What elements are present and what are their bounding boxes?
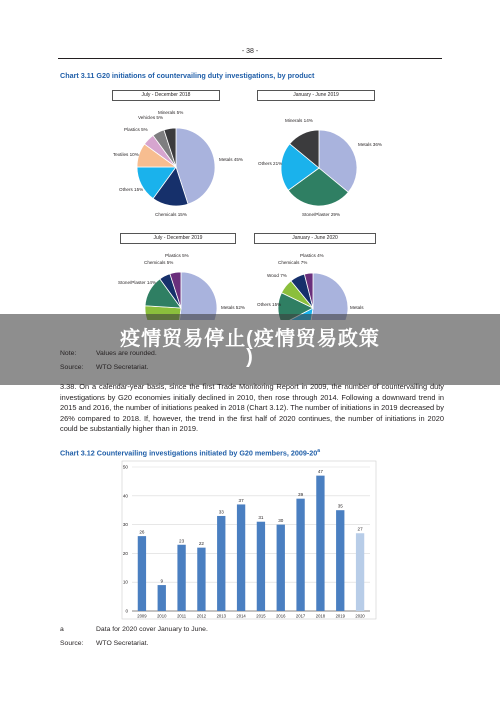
bar-value-label: 30 <box>278 518 284 524</box>
x-tick-label: 2013 <box>216 613 226 619</box>
pie-3-slice-metals <box>176 272 217 320</box>
bar-chart <box>0 455 500 635</box>
pie3-label-plastics: Plastics 5% <box>165 253 189 258</box>
footnote-a-value: Data for 2020 cover January to June. <box>96 626 208 633</box>
pie-charts <box>0 0 500 320</box>
pie1-label-chemicals: Chemicals 15% <box>155 212 187 217</box>
y-tick-label: 20 <box>122 550 128 556</box>
x-tick-label: 2016 <box>276 613 286 619</box>
chart-312-title-sup: a <box>317 448 321 454</box>
pie-chart-2 <box>281 130 357 206</box>
pie3-label-stone: Stone/Plaster 14% <box>118 280 157 285</box>
panel-3-period: July - December 2019 <box>120 233 236 244</box>
pie1-label-textiles: Textiles 10% <box>113 152 139 157</box>
pie4-label-chemicals: Chemicals 7% <box>278 260 308 265</box>
panel-2-period: January - June 2019 <box>257 90 375 101</box>
y-tick-label: 10 <box>122 579 128 585</box>
bar-value-label: 47 <box>317 469 323 475</box>
pie-chart-1 <box>137 128 215 206</box>
note-value: Values are rounded. <box>96 350 157 357</box>
pie2-label-others: Others 21% <box>258 161 283 166</box>
bar-value-label: 23 <box>179 538 185 544</box>
paragraph-3-38: 3.38. On a calendar-year basis, since the first Trade Monitoring Report in 2009, the number of countervailing duty investigations by G20 economies initially declined in 2010, then rose through 2014. Following a downward trend in 2015 and 2016, the number of initiations peaked in 2018 (Chart 3.12). The number of initiations in 2019 decreased by 26% compared to 2018. If, however, the trend in the first half of 2020 continues, the number of initiations in 2020 could be substantially higher than in 2019. <box>60 382 444 434</box>
bar-2011 <box>177 545 185 611</box>
x-tick-label: 2017 <box>295 613 306 619</box>
x-tick-label: 2011 <box>177 613 187 619</box>
pie4-label-wood: Wood 7% <box>267 273 287 278</box>
x-tick-label: 2014 <box>236 613 246 619</box>
panel-4-period: January - June 2020 <box>254 233 376 244</box>
x-tick-label: 2018 <box>315 613 326 619</box>
bar-value-label: 9 <box>160 578 164 584</box>
source-key: Source: <box>60 364 84 371</box>
bar-value-label: 22 <box>198 541 204 547</box>
bar-2009 <box>138 536 146 611</box>
x-tick-label: 2009 <box>137 613 147 619</box>
pie1-label-minerals: Minerals 5% <box>158 110 184 115</box>
pie2-label-minerals: Minerals 14% <box>285 118 313 123</box>
pie4-label-metals: Metals <box>350 305 364 310</box>
pie2-label-stone: Stone/Plaster 29% <box>302 212 341 217</box>
pie1-label-plastics: Plastics 5% <box>124 127 148 132</box>
source-row <box>60 364 360 373</box>
footnote-source-value: WTO Secretariat. <box>96 640 149 647</box>
bar-2012 <box>197 548 205 611</box>
footnote-source-key: Source: <box>60 640 84 647</box>
bar-value-label: 37 <box>238 497 244 503</box>
x-tick-label: 2020 <box>355 613 365 619</box>
pie1-label-metals: Metals 45% <box>219 157 244 162</box>
chart-311-title: Chart 3.11 G20 initiations of countervailing duty investigations, by product <box>60 71 315 80</box>
pie1-label-vehicles: Vehicles 5% <box>138 115 164 120</box>
pie4-label-others: Others 15% <box>257 302 282 307</box>
bar-value-label: 35 <box>337 503 343 509</box>
bar-value-label: 26 <box>139 529 145 535</box>
pie3-label-chemicals: Chemicals 5% <box>144 260 174 265</box>
x-tick-label: 2012 <box>196 613 207 619</box>
footnote-a-key: a <box>60 626 64 633</box>
bar-2016 <box>277 525 285 611</box>
pie4-label-plastics: Plastics 4% <box>300 253 324 258</box>
bar-2014 <box>237 504 245 611</box>
note-key: Note: <box>60 350 77 357</box>
bar-2013 <box>217 516 225 611</box>
bar-2010 <box>158 585 166 611</box>
banner-title-line2: ) <box>246 346 254 368</box>
pie3-label-metals: Metals 52% <box>221 305 246 310</box>
banner-title-line1: 疫情贸易停止(疫情贸易政策 <box>120 328 380 350</box>
bar-value-label: 39 <box>298 492 304 498</box>
footnote-source-row <box>60 640 360 649</box>
y-tick-label: 0 <box>125 608 128 614</box>
x-tick-label: 2019 <box>335 613 345 619</box>
y-tick-label: 50 <box>122 464 128 470</box>
bar-value-label: 27 <box>357 526 363 532</box>
x-tick-label: 2010 <box>157 613 167 619</box>
source-value: WTO Secretariat. <box>96 364 149 371</box>
y-tick-label: 30 <box>122 522 128 528</box>
footnote-a-row <box>60 626 360 635</box>
pie-4-slice-metals <box>308 273 348 320</box>
y-tick-label: 40 <box>122 493 128 499</box>
bar-2019 <box>336 510 344 611</box>
chart-312-title-text: Chart 3.12 Countervailing investigations initiated by G20 members, 2009-20 <box>60 448 318 458</box>
bar-2017 <box>296 499 304 611</box>
bar-value-label: 33 <box>218 509 224 515</box>
pie1-label-others: Others 15% <box>119 187 144 192</box>
pie-chart-4 <box>278 273 348 320</box>
bar-2015 <box>257 522 265 611</box>
page-number: - 38 - <box>241 48 259 55</box>
bar-2020 <box>356 533 364 611</box>
bar-2018 <box>316 476 324 611</box>
pie2-label-metals: Metals 36% <box>358 142 383 147</box>
panel-1-period: July - December 2018 <box>112 90 220 101</box>
x-tick-label: 2015 <box>256 613 266 619</box>
note-row <box>60 350 360 359</box>
bar-value-label: 31 <box>258 515 264 521</box>
